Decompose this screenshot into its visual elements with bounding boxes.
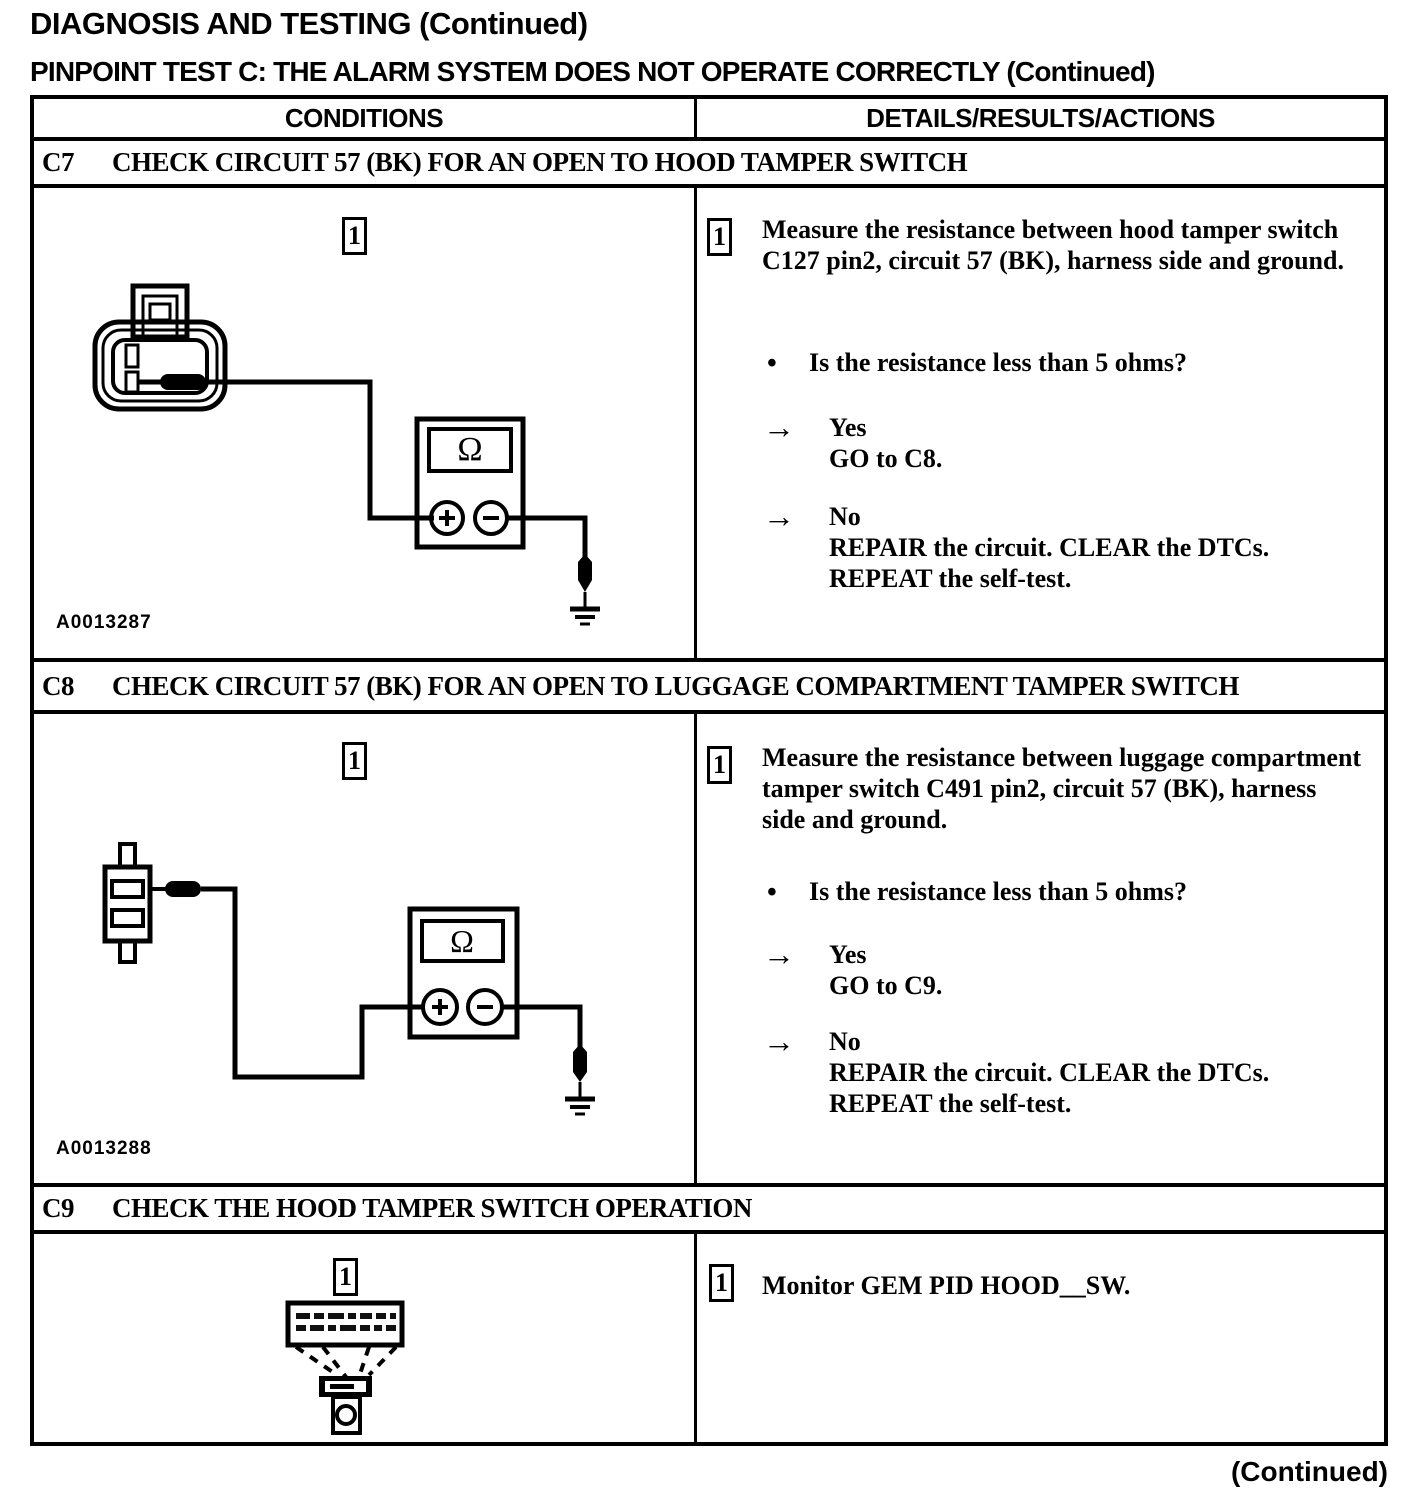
hood-tamper-switch-icon [319,1376,372,1433]
step-c9-row [34,1234,1384,1442]
arrow-icon: → [763,1023,793,1059]
step-c9-heading [34,1187,1384,1234]
no-branch [763,498,1270,594]
scan-tool-display-noise [296,1313,396,1331]
figure-label: A0013287 [56,612,152,633]
arrow-icon: → [763,936,793,972]
continued-footer: (Continued) [1230,1456,1388,1487]
step-action-text: Measure the resistance between luggage compartment tamper switch C491 pin2, circuit 57 (BK), harness side and ground. [762,743,1362,834]
step-id: C8 [42,670,74,701]
c8-details-cell [697,714,1384,1183]
bullet-icon: • [767,348,777,379]
step-action-text: Monitor GEM PID HOOD__SW. [762,1271,1131,1300]
question-text: Is the resistance less than 5 ohms? [809,877,1187,906]
pinpoint-test-title: PINPOINT TEST C: THE ALARM SYSTEM DOES NOT OPERATE CORRECTLY (Continued) [30,56,1155,87]
arrow-icon: → [763,498,793,534]
question-text: Is the resistance less than 5 ohms? [809,348,1187,377]
c8-conditions-cell [34,714,697,1183]
ohm-symbol: Ω [450,923,474,959]
no-action-line1: REPAIR the circuit. CLEAR the DTCs. [829,1058,1270,1087]
c7-circuit-diagram [34,188,697,658]
ground-probe-icon [573,1044,587,1082]
yes-action: GO to C8. [829,444,943,473]
c9-conditions-cell [34,1234,697,1442]
ohm-symbol: Ω [457,431,483,468]
c7-conditions-cell [34,188,697,658]
plus-terminal-icon [432,999,448,1015]
page-title: DIAGNOSIS AND TESTING (Continued) [30,6,588,41]
step-title: CHECK CIRCUIT 57 (BK) FOR AN OPEN TO LUGGAGE COMPARTMENT TAMPER SWITCH [112,670,1239,701]
conditions-header: CONDITIONS [34,99,697,137]
step-1-box: 1 [707,746,732,784]
step-action-text: Measure the resistance between hood tamper switch C127 pin2, circuit 57 (BK), harness side and ground. [762,215,1344,275]
no-action-line1: REPAIR the circuit. CLEAR the DTCs. [829,533,1270,562]
figure-label: A0013288 [56,1138,152,1159]
step-c7-row [34,188,1384,662]
scan-tool-display-icon [288,1303,402,1345]
step-c8-heading [34,662,1384,714]
c9-details-cell [697,1234,1384,1442]
step-title: CHECK CIRCUIT 57 (BK) FOR AN OPEN TO HOOD TAMPER SWITCH [112,147,968,177]
plus-terminal-icon [439,510,455,526]
step-1-box: 1 [709,1264,734,1302]
pointer-dashed-lines [296,1347,396,1377]
pinpoint-test-table [30,95,1388,1446]
tamper-switch-icon [105,844,150,962]
question-row [767,348,1187,380]
step-title: CHECK THE HOOD TAMPER SWITCH OPERATION [112,1193,752,1223]
arrow-icon: → [763,409,793,445]
step-1-box: 1 [707,218,732,256]
yes-action: GO to C9. [829,971,943,1000]
details-header: DETAILS/RESULTS/ACTIONS [866,102,1215,133]
bullet-icon: • [767,877,777,908]
no-branch [763,1023,1270,1119]
step-c8-row [34,714,1384,1187]
question-row [767,877,1187,909]
probe-terminal-icon [165,881,201,897]
no-action-line2: REPEAT the self-test. [829,564,1072,593]
ground-probe-icon [578,554,592,592]
ground-symbol-icon [570,592,600,624]
yes-label: Yes [829,413,867,442]
connector-icon [95,286,225,409]
step-id: C7 [42,147,74,177]
c9-scan-tool-diagram [34,1234,697,1442]
yes-label: Yes [829,940,867,969]
no-action-line2: REPEAT the self-test. [829,1089,1072,1118]
test-lead-wire [201,889,424,1077]
callout-1-box: 1 [342,742,367,780]
callout-1-box: 1 [342,217,367,255]
table-header-row [34,99,1384,141]
ground-symbol-icon [565,1082,595,1114]
ground-lead-wire [502,1007,580,1050]
callout-1-box: 1 [333,1258,358,1296]
yes-branch [763,936,943,1001]
yes-branch [763,409,943,474]
c8-circuit-diagram [34,714,697,1183]
step-id: C9 [42,1193,74,1223]
probe-terminal-icon [160,374,206,390]
step-c7-heading [34,141,1384,188]
ground-lead-wire [507,518,585,560]
no-label: No [829,502,861,531]
no-label: No [829,1027,861,1056]
c7-details-cell [697,188,1384,658]
